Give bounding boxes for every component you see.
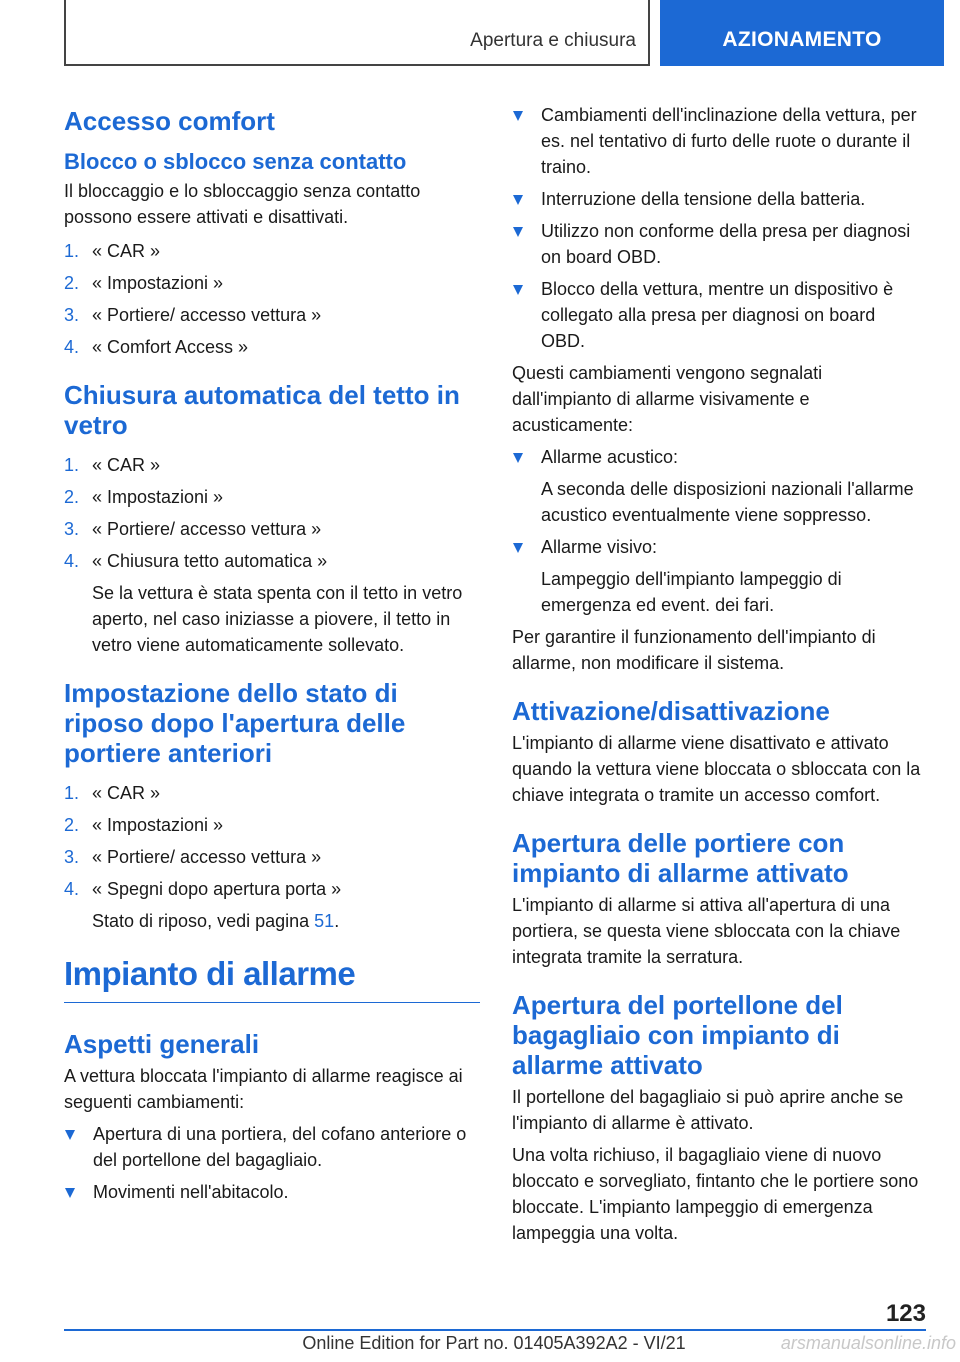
steps-list-comfort	[64, 238, 480, 360]
section-title: Apertura e chiusura	[470, 30, 636, 51]
page-link-51[interactable]: 51	[314, 911, 335, 931]
heading-roof: Chiusura automatica del tetto in vetro	[64, 380, 460, 440]
list-item: 3. « Portiere/ accesso vettura »	[64, 847, 322, 867]
paragraph: Per garantire il funzionamento dell'impianto di allarme, non modificare il sistema.	[512, 627, 876, 673]
paragraph: Questi cambiamenti vengono segnalati dall'impianto di allarme visivamente e acusticamente:	[512, 363, 823, 435]
list-item: Blocco della vettura, mentre un dispositivo è collegato alla presa per diagnosi on board OBD.	[512, 276, 924, 354]
list-item: 4. « Comfort Access »	[64, 337, 249, 357]
heading-contactless: Blocco o sblocco senza contatto	[64, 149, 407, 174]
bullet-list-alarms	[512, 444, 924, 470]
list-item: 2. « Impostazioni »	[64, 815, 224, 835]
list-item: 4. « Spegni dopo apertura porta »	[64, 879, 342, 899]
note-roof: Se la vettura è stata spenta con il tetto in vetro aperto, nel caso iniziasse a piovere, il tetto in vetro viene automaticamente sollevato.	[92, 583, 463, 655]
list-item: 1. « CAR »	[64, 241, 161, 261]
triangle-bullet-icon	[513, 227, 523, 237]
triangle-bullet-icon	[65, 1188, 75, 1198]
list-item: Utilizzo non conforme della presa per diagnosi on board OBD.	[512, 218, 924, 270]
page-header	[64, 0, 944, 66]
paragraph: L'impianto di allarme si attiva all'apertura di una portiera, se questa viene sbloccata con la chiave integrata tramite la serratura.	[512, 895, 901, 967]
right-column	[512, 96, 924, 1252]
bullet-list-alarms	[512, 534, 924, 560]
footer-divider	[64, 1329, 926, 1331]
section-header-box	[64, 0, 650, 66]
bullet-list-changes	[64, 1121, 480, 1205]
paragraph: Il bloccaggio e lo sbloccaggio senza contatto possono essere attivati e disattivati.	[64, 181, 421, 227]
sub-paragraph: Lampeggio dell'impianto lampeggio di emergenza ed event. dei fari.	[541, 569, 842, 615]
list-item: 3. « Portiere/ accesso vettura »	[64, 519, 322, 539]
heading-tailgate-alarm: Apertura del portellone del bagagliaio con impianto di allarme attivato	[512, 990, 843, 1080]
heading-rest-state: Impostazione dello stato di riposo dopo l'apertura delle portiere anteriori	[64, 678, 406, 768]
bullet-list-changes-cont	[512, 102, 924, 354]
paragraph: Il portellone del bagagliaio si può aprire anche se l'impianto di allarme è attivato.	[512, 1087, 904, 1133]
heading-activation: Attivazione/disattivazione	[512, 696, 830, 726]
heading-general: Aspetti generali	[64, 1029, 260, 1059]
triangle-bullet-icon	[513, 543, 523, 553]
triangle-bullet-icon	[65, 1130, 75, 1140]
list-item: 2. « Impostazioni »	[64, 487, 224, 507]
list-item: 3. « Portiere/ accesso vettura »	[64, 305, 322, 325]
steps-list-roof	[64, 452, 480, 574]
paragraph: L'impianto di allarme viene disattivato e attivato quando la vettura viene bloccata o sbloccata con la chiave integrata o tramite un accesso comfort.	[512, 733, 921, 805]
list-item: 1. « CAR »	[64, 783, 161, 803]
heading-doors-alarm: Apertura delle portiere con impianto di allarme attivato	[512, 828, 849, 888]
chapter-tab: AZIONAMENTO	[660, 0, 944, 66]
paragraph: A vettura bloccata l'impianto di allarme reagisce ai seguenti cambiamenti:	[64, 1066, 463, 1112]
steps-list-rest	[64, 780, 480, 902]
page-number: 123	[885, 1300, 926, 1327]
list-item: 2. « Impostazioni »	[64, 273, 224, 293]
note-rest: Stato di riposo, vedi pagina 51.	[92, 911, 340, 931]
sub-paragraph: A seconda delle disposizioni nazionali l'allarme acustico eventualmente viene soppresso.	[541, 479, 914, 525]
heading-alarm-system: Impianto di allarme	[64, 954, 480, 1003]
list-item: Cambiamenti dell'inclinazione della vettura, per es. nel tentativo di furto delle ruote o durante il traino.	[512, 102, 924, 180]
watermark: arsmanualsonline.info	[780, 1333, 956, 1353]
list-item: Apertura di una portiera, del cofano anteriore o del portellone del bagagliaio.	[64, 1121, 480, 1173]
triangle-bullet-icon	[513, 111, 523, 121]
list-item: Allarme visivo:	[512, 534, 924, 560]
triangle-bullet-icon	[513, 285, 523, 295]
left-column	[64, 96, 480, 1211]
triangle-bullet-icon	[513, 195, 523, 205]
list-item: 4. « Chiusura tetto automatica »	[64, 551, 328, 571]
list-item: Movimenti nell'abitacolo.	[64, 1179, 480, 1205]
list-item: 1. « CAR »	[64, 455, 161, 475]
list-item: Interruzione della tensione della batteria.	[512, 186, 924, 212]
list-item: Allarme acustico:	[512, 444, 924, 470]
edition-info: Online Edition for Part no. 01405A392A2 - VI/21	[302, 1333, 686, 1353]
triangle-bullet-icon	[513, 453, 523, 463]
paragraph: Una volta richiuso, il bagagliaio viene di nuovo bloccato e sorvegliato, fintanto che le portiere sono bloccate. L'impianto lampeggio di emergenza lampeggia una volta.	[512, 1145, 919, 1243]
heading-comfort-access: Accesso comfort	[64, 106, 275, 136]
